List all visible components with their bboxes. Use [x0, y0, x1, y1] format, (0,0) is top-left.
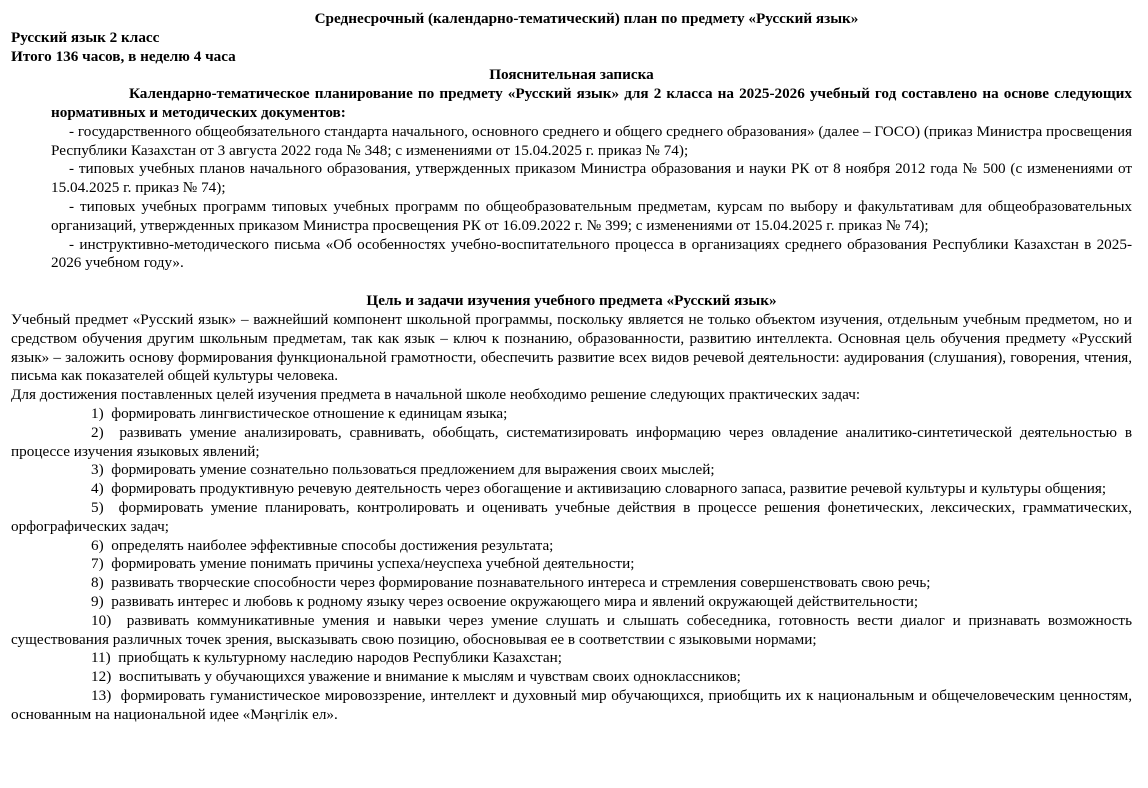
task-item — [11, 612, 1132, 650]
normative-document-item: - инструктивно-методического письма «Об особенностях учебно-воспитательного процесса в организациях среднего образования Республики Казахстан в 2025-2026 учебном году». — [51, 235, 1132, 272]
task-text: развивать коммуникативные умения и навыки через умение слушать и слышать собеседника, готовность вести диалог и признавать возможность существования различных точек зрения, высказывать свою позицию, обосновывая ее в соответствии с языковыми нормами; — [11, 611, 1133, 648]
task-text: формировать гуманистическое мировоззрение, интеллект и духовный мир обучающихся, приобщить их к национальным и общечеловеческим ценностям, основанным на национальной идее «Мәңгілік ел». — [11, 686, 1132, 723]
normative-document-item: - государственного общеобязательного стандарта начального, основного среднего и общего среднего образования» (далее – ГОСО) (приказ Министра просвещения Республики Казахстан от 3 августа 2022 года № 348; с изменениями от 15.04.2025 г. приказ № 74); — [51, 122, 1132, 159]
explanatory-note-heading: Пояснительная записка — [489, 66, 654, 84]
task-text: формировать умение сознательно пользоваться предложением для выражения своих мыслей; — [111, 461, 715, 479]
task-number: 2) — [91, 423, 104, 441]
tasks-intro: Для достижения поставленных целей изучения предмета в начальной школе необходимо решение следующих практических задач: — [11, 386, 861, 404]
task-number: 10) — [91, 611, 112, 629]
total-hours-line: Итого 136 часов, в неделю 4 часа — [11, 47, 236, 65]
task-item — [11, 461, 1132, 480]
task-item — [11, 593, 1132, 612]
task-item — [11, 555, 1132, 574]
task-number: 7) — [91, 555, 104, 573]
document-title: Среднесрочный (календарно-тематический) план по предмету «Русский язык» — [314, 10, 859, 27]
goals-paragraph: Учебный предмет «Русский язык» – важнейший компонент школьной программы, поскольку является не только объектом изучения, отдельным учебным предметом, но и средством обучения другим школьным предметам, так как язык – ключ к познанию, образованности, развитию интеллекта. Основная цель обучения предмету «Русский язык» – заложить основу формирования функциональной грамотности, обеспечить развитие всех видов речевой деятельности: аудирования (слушания), говорения, чтения, письма как показателей общей культуры человека. — [11, 310, 1132, 385]
task-text: формировать продуктивную речевую деятельность через обогащение и активизацию словарного запаса, развитие речевой культуры и культуры общения; — [111, 480, 1107, 498]
subject-grade-line: Русский язык 2 класс — [11, 28, 160, 46]
task-item — [11, 687, 1132, 725]
task-item — [11, 649, 1132, 668]
goals-heading: Цель и задачи изучения учебного предмета «Русский язык» — [366, 292, 777, 310]
explanatory-note-intro: Календарно-тематическое планирование по предмету «Русский язык» для 2 класса на 2025-2026 учебный год составлено на основе следующих нормативных и методических документов: — [51, 85, 1132, 121]
task-item — [11, 405, 1132, 424]
normative-document-item: - типовых учебных программ типовых учебных программ по общеобразовательным предметам, курсам по выбору и факультативам для общеобразовательных организаций, утвержденных приказом Министра просвещения РК от 16.09.2022 г. № 399; с изменениями от 15.04.2025 г. приказ № 74); — [51, 197, 1132, 234]
task-item — [11, 499, 1132, 537]
explanatory-note-body — [11, 85, 1132, 273]
task-number: 12) — [91, 668, 112, 686]
task-number: 6) — [91, 536, 104, 554]
task-number: 4) — [91, 480, 104, 498]
tasks-list — [11, 405, 1132, 725]
normative-document-item: - типовых учебных планов начального образования, утвержденных приказом Министра образования и науки РК от 8 ноября 2012 года № 500 (с изменениями от 15.04.2025 г. приказ № 74); — [51, 160, 1132, 197]
task-item — [11, 668, 1132, 687]
task-text: формировать лингвистическое отношение к единицам языка; — [111, 404, 508, 422]
task-item — [11, 537, 1132, 556]
task-number: 11) — [91, 649, 111, 667]
task-item — [11, 574, 1132, 593]
task-text: воспитывать у обучающихся уважение и внимание к мыслям и чувствам своих одноклассников; — [118, 668, 741, 686]
task-text: определять наиболее эффективные способы достижения результата; — [111, 536, 554, 554]
task-text: развивать умение анализировать, сравнивать, обобщать, систематизировать информацию через овладение аналитико-синтетической деятельностью в процессе изучения языковых явлений; — [11, 423, 1132, 460]
task-number: 9) — [91, 592, 104, 610]
task-number: 3) — [91, 461, 104, 479]
task-text: развивать интерес и любовь к родному языку через освоение окружающего мира и явлений окружающей действительности; — [111, 592, 919, 610]
task-number: 13) — [91, 686, 112, 704]
task-item — [11, 424, 1132, 462]
section-spacer — [11, 273, 1132, 292]
task-text: приобщать к культурному наследию народов Республики Казахстан; — [118, 649, 562, 667]
task-text: формировать умение понимать причины успеха/неуспеха учебной деятельности; — [111, 555, 635, 573]
task-item — [11, 480, 1132, 499]
task-text: формировать умение планировать, контролировать и оценивать учебные действия в процессе решения фонетических, лексических, грамматических, орфографических задач; — [11, 498, 1132, 535]
task-number: 1) — [91, 404, 104, 422]
task-number: 8) — [91, 574, 104, 592]
task-number: 5) — [91, 498, 104, 516]
task-text: развивать творческие способности через формирование познавательного интереса и стремления совершенствовать свою речь; — [111, 574, 931, 592]
